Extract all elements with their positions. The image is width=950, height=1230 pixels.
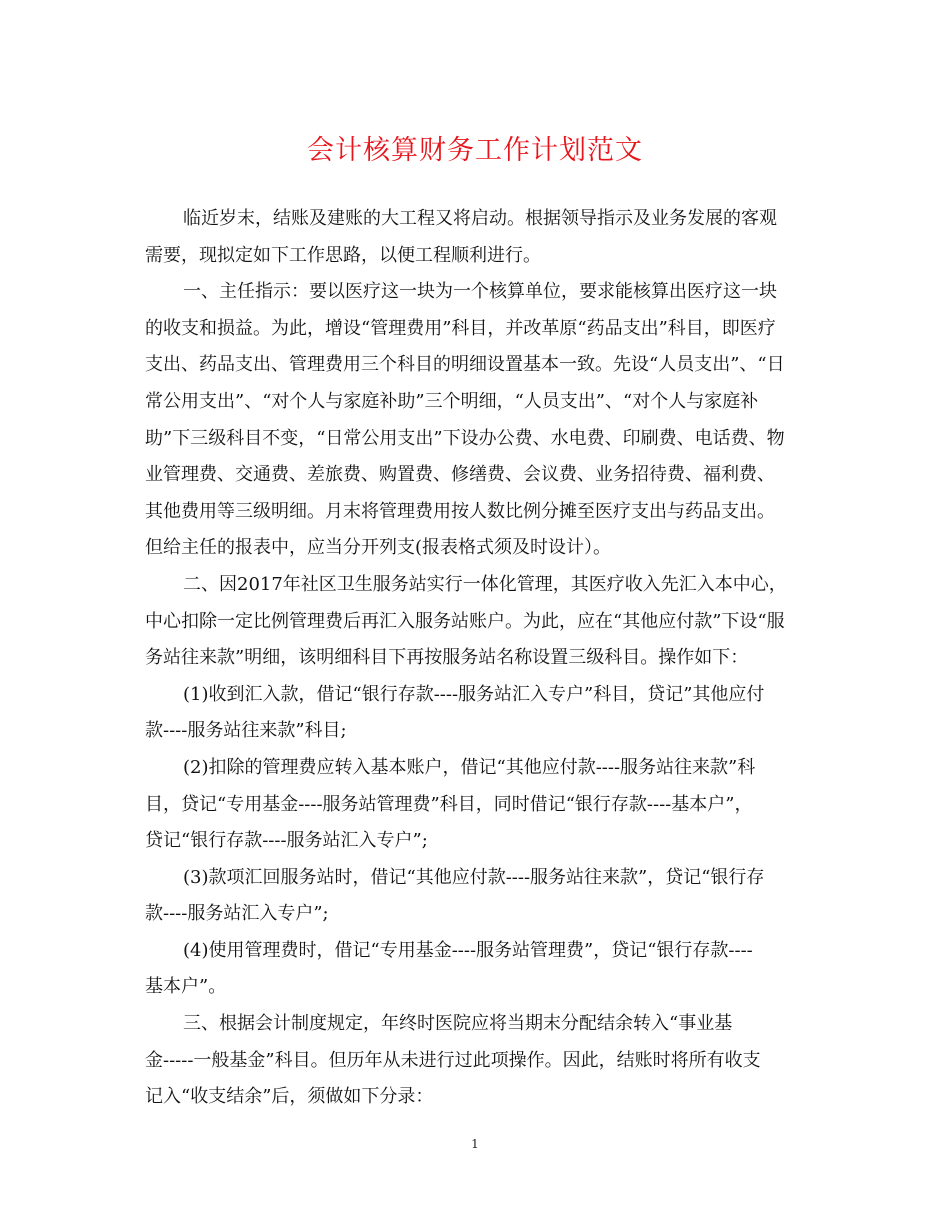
paragraph (145, 567, 800, 677)
paragraph-line: 需要，现拟定如下工作思路，以便工程顺利进行。 (145, 244, 541, 266)
paragraph-line: (4)使用管理费时，借记“专用基金----服务站管理费”，贷记“银行存款---- (183, 939, 753, 961)
paragraph (145, 750, 800, 860)
paragraph (145, 1006, 800, 1116)
paragraph-line: 一、主任指示：要以医疗这一块为一个核算单位，要求能核算出医疗这一块 (183, 281, 777, 303)
paragraph-line: 记入“收支结余”后，须做如下分录： (145, 1086, 434, 1108)
paragraph-line: 其他费用等三级明细。月末将管理费用按人数比例分摊至医疗支出与药品支出。 (145, 500, 775, 522)
paragraph (145, 933, 800, 1006)
paragraph-line: 款----服务站汇入专户”; (145, 903, 329, 925)
paragraph-line: (3)款项汇回服务站时，借记“其他应付款----服务站往来款”，贷记“银行存 (183, 866, 765, 888)
paragraph-line: 贷记“银行存款----服务站汇入专户”; (145, 830, 428, 852)
paragraph-line: 三、根据会计制度规定，年终时医院应将当期末分配结余转入“事业基 (183, 1013, 733, 1035)
paragraph-line: 金-----一般基金”科目。但历年从未进行过此项操作。因此，结账时将所有收支 (145, 1049, 761, 1071)
paragraph-line: 临近岁末，结账及建账的大工程又将启动。根据领导指示及业务发展的客观 (183, 208, 777, 229)
document-title: 会计核算财务工作计划范文 (307, 135, 643, 166)
paragraph-line: 助”下三级科目不变，“日常公用支出”下设办公费、水电费、印刷费、电话费、物 (145, 427, 785, 449)
paragraph-line: 基本户”。 (145, 976, 227, 998)
paragraph-line: (2)扣除的管理费应转入基本账户，借记“其他应付款----服务站往来款”科 (183, 756, 756, 778)
page-number: 1 (471, 1137, 479, 1151)
document-body (145, 201, 800, 1116)
paragraph (145, 677, 800, 750)
paragraph-line: 但给主任的报表中，应当分开列支(报表格式须及时设计）。 (145, 537, 612, 559)
paragraph-line: 支出、药品支出、管理费用三个科目的明细设置基本一致。先设“人员支出”、“日 (145, 354, 785, 376)
paragraph (145, 274, 800, 567)
paragraph-line: 目，贷记“专用基金----服务站管理费”科目，同时借记“银行存款----基本户”， (145, 793, 753, 815)
paragraph-line: 业管理费、交通费、差旅费、购置费、修缮费、会议费、业务招待费、福利费、 (145, 464, 775, 486)
paragraph-line: 中心扣除一定比例管理费后再汇入服务站账户。为此，应在“其他应付款”下设“服 (145, 610, 785, 632)
paragraph-line: 二、因2017年社区卫生服务站实行一体化管理，其医疗收入先汇入本中心， (183, 573, 787, 595)
paragraph (145, 860, 800, 933)
paragraph-line: 常公用支出”、“对个人与家庭补助”三个明细，“人员支出”、“对个人与家庭补 (145, 390, 759, 412)
paragraph-line: 款----服务站往来款”科目; (145, 720, 347, 742)
paragraph-line: 的收支和损益。为此，增设“管理费用”科目，并改革原“药品支出”科目，即医疗 (145, 317, 776, 339)
paragraph-line: 务站往来款”明细，该明细科目下再按服务站名称设置三级科目。操作如下： (145, 647, 749, 669)
paragraph-line: (1)收到汇入款，借记“银行存款----服务站汇入专户”科目，贷记”其他应付 (183, 683, 765, 705)
paragraph (145, 201, 800, 274)
